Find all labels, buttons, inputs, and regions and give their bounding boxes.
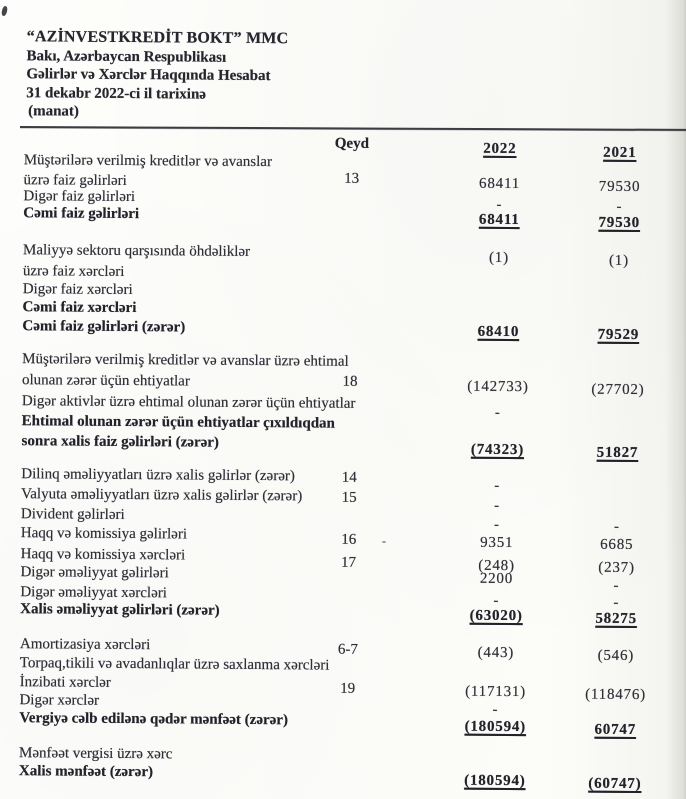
value-2022: -	[494, 497, 500, 514]
value-2022: 9351	[480, 534, 514, 552]
note-ref: 15	[341, 489, 357, 506]
report-date: 31 dekabr 2022-ci il tarixinə	[26, 85, 207, 103]
row-label-total: Vergiyə cəlb edilənə qədər mənfəət (zərər)	[19, 710, 289, 729]
column-header-note: Qeyd	[334, 135, 370, 152]
row-label-total: Xalis mənfəət (zərər)	[18, 763, 154, 781]
value-2022-total: (63020)	[469, 607, 523, 625]
value-2021: -	[616, 198, 623, 215]
value-2022: 2200	[479, 570, 514, 588]
note-ref: 13	[344, 170, 360, 187]
value-2022: (1)	[488, 249, 509, 267]
currency-note: (manat)	[28, 103, 80, 120]
note-ref: 17	[341, 554, 357, 571]
row-label-line2: üzrə faiz gəlirləri	[23, 172, 127, 190]
value-2022: -	[493, 516, 500, 533]
value-2022: -	[494, 404, 501, 421]
row-label: Digər əməliyyat gəlirləri	[20, 564, 169, 582]
row-label-total: Cəmi faiz gəlirləri (zərər)	[22, 318, 186, 336]
value-2022: (443)	[477, 644, 515, 662]
value-2021: (546)	[597, 647, 635, 665]
value-2021: -	[613, 518, 620, 535]
value-2021: (118476)	[585, 686, 647, 704]
value-2022: 68411	[479, 175, 521, 193]
row-label: Digər xərclər	[19, 692, 100, 709]
note-ref: 14	[341, 469, 357, 486]
value-2021-total: 58275	[595, 610, 637, 628]
value-2021: -	[613, 594, 620, 611]
row-label: Torpaq,tikili və avadanlıqlar üzrə saxlanma xərcləri	[19, 655, 330, 674]
note-ref: 19	[340, 680, 356, 697]
note-ref: 6-7	[337, 641, 358, 658]
value-2021: (27702)	[591, 381, 645, 399]
row-label: Digər faiz gəlirləri	[23, 188, 136, 206]
column-header-2021: 2021	[603, 144, 637, 162]
row-label: Dilinq əməliyyatları üzrə xalis gəlirlər (zərər)	[21, 466, 295, 485]
row-label: Digər faiz xərcləri	[22, 281, 133, 299]
company-name: “AZİNVESTKREDİT BOKT” MMC	[26, 28, 289, 48]
value-2022: (142733)	[467, 378, 529, 396]
row-label-total: Xalis əməliyyat gəlirləri (zərər)	[20, 601, 220, 619]
row-label: Müştərilərə verilmiş kreditlər və avanslar üzrə ehtimal	[22, 351, 349, 370]
row-label: Mənfəət vergisi üzrə xərc	[19, 745, 173, 763]
value-2021-total: 79530	[598, 214, 641, 232]
value-2021: -	[613, 577, 620, 594]
row-label: Valyuta əməliyyatları üzrə xalis gəlirlər (zərər)	[21, 486, 303, 505]
row-label: Maliyyə sektoru qarşısında öhdəliklər	[22, 242, 251, 260]
value-2021-total: (60747)	[588, 775, 642, 793]
value-2022-total: 68411	[478, 211, 520, 229]
company-city: Bakı, Azərbaycan Respublikası	[26, 48, 227, 66]
value-2022: (248)	[478, 557, 515, 575]
row-label: Haqq və komissiya gəlirləri	[20, 525, 188, 543]
value-2021: 79530	[598, 178, 641, 196]
row-label: Digər aktivlər üzrə ehtimal olunan zərər üçün ehtiyatlar	[21, 393, 356, 412]
value-2021-total: 60747	[594, 721, 637, 739]
row-label-line2: üzrə faiz xərcləri	[22, 263, 125, 280]
row-label: Haqq və komissiya xərcləri	[20, 546, 186, 564]
row-label-line2: olunan zərər üçün ehtiyatlar	[21, 372, 190, 390]
row-label-total: Cəmi faiz gəlirləri	[23, 205, 140, 223]
row-label-total: Cəmi faiz xərcləri	[22, 299, 137, 317]
row-label: Digər əməliyyat xərcləri	[20, 584, 168, 602]
value-2021-total: 79529	[597, 326, 640, 344]
stray-dash-mark: -	[381, 533, 387, 549]
value-2021: 6685	[600, 536, 634, 553]
value-2022: -	[492, 701, 499, 718]
row-label-total: Ehtimal olunan zərər üçün ehtiyatlar çıxıldıqdan	[21, 413, 335, 432]
value-2021-total: 51827	[596, 444, 639, 462]
note-ref: 18	[342, 373, 358, 390]
value-2022-total: (74323)	[470, 441, 525, 459]
value-2022-total: (180594)	[464, 718, 527, 736]
row-label: Amortizasiya xərcləri	[19, 636, 151, 654]
value-2021: (237)	[598, 559, 635, 577]
report-title: Gəlirlər və Xərclər Haqqında Hesabat	[26, 66, 271, 85]
value-2021: (1)	[608, 252, 629, 269]
value-2022-total: 68410	[477, 323, 520, 341]
column-header-2022: 2022	[483, 140, 517, 158]
value-2022: -	[494, 477, 501, 494]
row-label: Divident gəlirləri	[20, 506, 125, 523]
value-2022: -	[496, 196, 503, 213]
row-label: İnzibati xərclər	[19, 674, 111, 691]
value-2022: (117131)	[465, 683, 527, 701]
value-2022: -	[493, 592, 500, 609]
row-label-total-line2: sonra xalis faiz gəlirləri (zərər)	[21, 433, 220, 451]
value-2022-total: (180594)	[464, 772, 526, 790]
note-ref: 16	[341, 531, 357, 548]
row-label: Müştərilərə verilmiş kreditlər və avanslar	[23, 152, 273, 171]
